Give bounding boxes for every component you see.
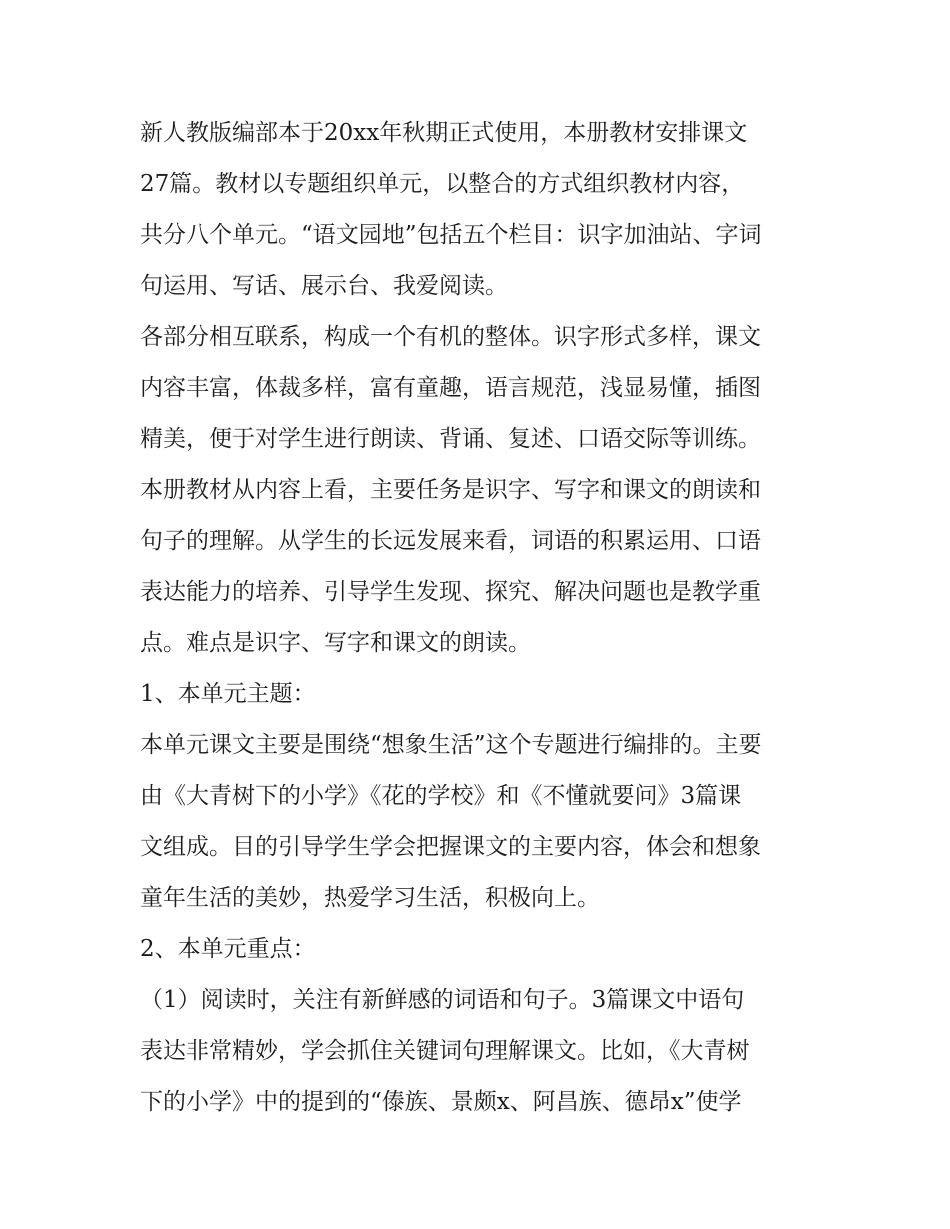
text-line: 下的小学》中的提到的“傣族、景颇x、阿昌族、德昂x”使学 [140, 1089, 742, 1115]
section-heading: 2、本单元重点： [140, 936, 316, 962]
text-line: 表达能力的培养、引导学生发现、探究、解决问题也是教学重 [140, 579, 761, 605]
text-line: （1）阅读时，关注有新鲜感的词语和句子。3篇课文中语句 [140, 987, 745, 1013]
text-line: 各部分相互联系，构成一个有机的整体。识字形式多样，课文 [140, 324, 761, 350]
document-body [140, 108, 815, 1128]
text-line: 童年生活的美妙，热爱学习生活，积极向上。 [140, 885, 600, 911]
text-line: 句运用、写话、展示台、我爱阅读。 [140, 273, 508, 299]
text-line: 本单元课文主要是围绕“想象生活”这个专题进行编排的。主要 [140, 732, 762, 758]
text-line: 27篇。教材以专题组织单元，以整合的方式组织教材内容， [140, 171, 745, 197]
section-heading: 1、本单元主题： [140, 681, 316, 707]
text-line: 本册教材从内容上看，主要任务是识字、写字和课文的朗读和 [140, 477, 761, 503]
text-line: 共分八个单元。“语文园地”包括五个栏目：识字加油站、字词 [140, 222, 762, 248]
text-line: 精美，便于对学生进行朗读、背诵、复述、口语交际等训练。 [140, 426, 761, 452]
text-line: 内容丰富，体裁多样，富有童趣，语言规范，浅显易懂，插图 [140, 375, 761, 401]
text-line: 点。难点是识字、写字和课文的朗读。 [140, 630, 531, 656]
text-line: 文组成。目的引导学生学会把握课文的主要内容，体会和想象 [140, 834, 761, 860]
text-line: 表达非常精妙，学会抓住关键词句理解课文。比如，《大青树 [140, 1038, 750, 1064]
text-line: 句子的理解。从学生的长远发展来看，词语的积累运用、口语 [140, 528, 761, 554]
text-line: 新人教版编部本于20xx年秋期正式使用，本册教材安排课文 [140, 120, 748, 146]
text-line: 由《大青树下的小学》《花的学校》和《不懂就要问》3篇课 [140, 783, 742, 809]
